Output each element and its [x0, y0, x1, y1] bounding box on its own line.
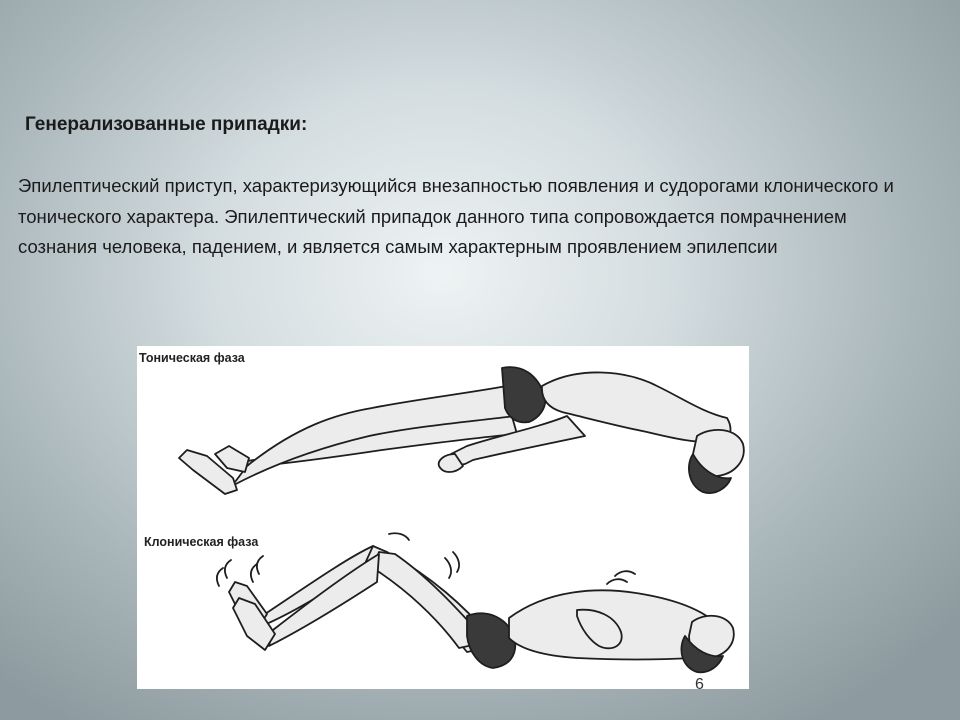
- seizure-phases-illustration: [137, 346, 749, 689]
- clonic-phase-label: Клоническая фаза: [144, 535, 259, 549]
- page-number: 6: [695, 676, 704, 693]
- slide-title: Генерализованные припадки:: [25, 114, 308, 135]
- slide-body-text: Эпилептический приступ, характеризующийся внезапностью появления и судорогами клонического и тонического характера. Эпилептический припадок данного типа сопровождается помрачнением сознания человека, падением, и является самым характерным проявлением эпилепсии: [18, 175, 894, 257]
- tonic-phase-label: Тоническая фаза: [139, 351, 245, 365]
- tonic-phase-figure: [179, 367, 744, 494]
- illustration-drawing: [137, 346, 749, 689]
- clonic-phase-figure: [229, 546, 734, 672]
